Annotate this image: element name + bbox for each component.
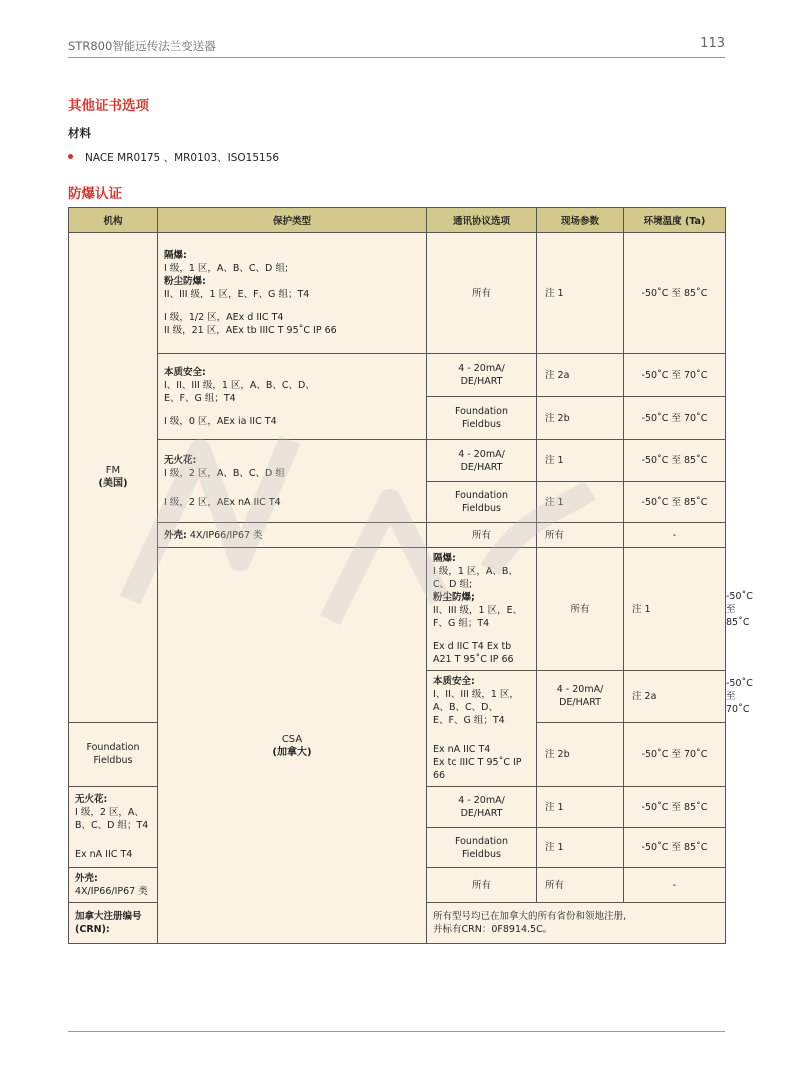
protection-line: I 级，2 区，A、B、C、D 组；T4 bbox=[75, 807, 149, 831]
protection-line: I 级，1/2 区，AEx d IIC T4 bbox=[164, 312, 284, 323]
field-cell: 所有 bbox=[537, 523, 624, 548]
temp-cell: - bbox=[624, 868, 726, 903]
temp-cell: -50˚C 至 70˚C bbox=[624, 354, 726, 397]
protection-heading: 隔爆: bbox=[164, 250, 187, 261]
certification-table bbox=[68, 207, 753, 944]
protection-heading: 隔爆: bbox=[433, 553, 456, 564]
temp-cell: - bbox=[624, 523, 726, 548]
org-name: CSA bbox=[281, 733, 303, 745]
comm-cell bbox=[427, 482, 537, 523]
protection-line: I、II、III 级，1 区，A、B、C、D、 bbox=[164, 379, 315, 391]
temp-cell: -50˚C 至 70˚C bbox=[624, 397, 726, 440]
document-title: STR800智能远传法兰变送器 bbox=[68, 39, 216, 53]
comm-line: Fieldbus bbox=[462, 503, 501, 514]
comm-line: Fieldbus bbox=[93, 755, 133, 767]
crn-line: 所有型号均已在加拿大的所有省份和领地注册, bbox=[433, 911, 627, 922]
table-row: 本质安全: I、II、III 级，1 区，A、B、C、D、 E、F、G 组；T4 Ex nA IIC T4 Ex tc IIIC T 95˚C IP 66 4 - 20mA/ DE/HART 注 2a -50˚C 至 70˚C bbox=[69, 671, 726, 723]
field-cell: 注 2b bbox=[537, 722, 624, 786]
crn-value-cell bbox=[427, 903, 726, 944]
footer-divider bbox=[68, 1031, 725, 1032]
comm-line: Fieldbus bbox=[462, 419, 501, 430]
protection-line: II、III 级，1 区，E、F、G 组；T4 bbox=[164, 289, 310, 300]
enclosure-label: 外壳: bbox=[75, 873, 98, 884]
comm-cell: 所有 bbox=[427, 868, 537, 903]
comm-line: DE/HART bbox=[460, 376, 503, 387]
materials-item-text: NACE MR0175 、MR0103、ISO15156 bbox=[85, 152, 280, 164]
field-cell: 注 1 bbox=[537, 828, 624, 868]
field-cell: 注 1 bbox=[537, 787, 624, 828]
protection-line: I、II、III 级，1 区，A、B、C、D、 bbox=[433, 689, 519, 713]
table-header-row bbox=[69, 208, 726, 233]
comm-line: DE/HART bbox=[460, 461, 503, 473]
enclosure-label: 外壳: bbox=[164, 529, 187, 541]
protection-line: I 级，2 区，A、B、C、D 组 bbox=[164, 467, 285, 479]
comm-cell: 所有 bbox=[427, 233, 537, 354]
temp-cell: -50˚C 至 85˚C bbox=[624, 482, 726, 523]
protection-cell bbox=[158, 233, 427, 354]
protection-line: Ex d IIC T4 Ex tb A21 T 95˚C IP 66 bbox=[433, 641, 514, 665]
protection-line: I 级，2 区，AEx nA IIC T4 bbox=[164, 496, 281, 508]
comm-line: 4 - 20mA/ bbox=[458, 795, 505, 806]
comm-cell bbox=[69, 722, 158, 786]
temp-cell: -50˚C 至 70˚C bbox=[624, 722, 726, 786]
header-field: 现场参数 bbox=[537, 208, 624, 233]
field-cell: 注 1 bbox=[537, 440, 624, 482]
protection-heading: 本质安全: bbox=[164, 366, 206, 378]
crn-line: 并标有CRN：0F8914.5C。 bbox=[433, 924, 553, 935]
comm-cell bbox=[427, 787, 537, 828]
field-cell: 注 1 bbox=[537, 233, 624, 354]
section-other-certificates-title: 其他证书选项 bbox=[68, 98, 149, 114]
protection-heading: 粉尘防爆: bbox=[164, 276, 206, 287]
protection-heading: 本质安全: bbox=[433, 676, 475, 687]
protection-cell bbox=[158, 440, 427, 523]
protection-line: I 级，1 区，A、B、C、D 组; bbox=[433, 566, 518, 590]
field-cell: 所有 bbox=[537, 868, 624, 903]
protection-line: I 级，1 区，A、B、C、D 组; bbox=[164, 263, 289, 274]
protection-line: E、F、G 组；T4 bbox=[433, 715, 505, 726]
table-row bbox=[69, 354, 726, 397]
temp-cell: -50˚C 至 85˚C bbox=[624, 233, 726, 354]
crn-label-cell bbox=[69, 903, 158, 944]
comm-line: Foundation bbox=[86, 742, 140, 754]
crn-label: 加拿大注册编号 (CRN): bbox=[75, 911, 142, 935]
field-cell: 注 2b bbox=[537, 397, 624, 440]
comm-cell bbox=[427, 440, 537, 482]
comm-cell bbox=[537, 671, 624, 723]
table-row bbox=[69, 523, 726, 548]
org-country: (加拿大) bbox=[272, 746, 312, 758]
table-row bbox=[69, 440, 726, 482]
header-temp: 环境温度 (Ta) bbox=[624, 208, 726, 233]
protection-heading: 无火花: bbox=[164, 454, 197, 466]
header-org: 机构 bbox=[69, 208, 158, 233]
page-header bbox=[68, 36, 725, 58]
comm-line: Foundation bbox=[454, 490, 509, 501]
protection-line: Ex tc IIIC T 95˚C IP 66 bbox=[433, 757, 522, 781]
temp-cell: -50˚C 至 85˚C bbox=[624, 828, 726, 868]
comm-line: Fieldbus bbox=[462, 848, 501, 860]
section-explosion-proof-title: 防爆认证 bbox=[68, 186, 122, 202]
org-country: (美国) bbox=[98, 478, 128, 490]
comm-line: Foundation bbox=[454, 835, 509, 847]
temp-cell: -50˚C 至 85˚C bbox=[624, 787, 726, 828]
header-protection: 保护类型 bbox=[158, 208, 427, 233]
protection-heading: 无火花: bbox=[75, 794, 108, 805]
field-cell: 注 2a bbox=[624, 671, 726, 723]
enclosure-value: 4X/IP66/IP67 类 bbox=[75, 886, 148, 897]
protection-line: Ex nA IIC T4 bbox=[75, 849, 133, 860]
comm-cell bbox=[427, 354, 537, 397]
bullet-icon bbox=[68, 154, 73, 159]
comm-line: 4 - 20mA/ bbox=[458, 448, 505, 460]
comm-cell bbox=[427, 397, 537, 440]
comm-cell: 所有 bbox=[427, 523, 537, 548]
comm-line: DE/HART bbox=[460, 808, 503, 819]
protection-line: I 级，0 区，AEx ia IIC T4 bbox=[164, 415, 277, 427]
protection-line: E、F、G 组；T4 bbox=[164, 392, 236, 404]
protection-cell bbox=[158, 523, 427, 548]
protection-cell bbox=[69, 787, 158, 868]
page-number: 113 bbox=[700, 36, 725, 51]
protection-cell bbox=[69, 868, 158, 903]
protection-line: II、III 级，1 区，E、F、G 组；T4 bbox=[433, 605, 523, 629]
comm-line: 4 - 20mA/ bbox=[556, 684, 604, 696]
table-row: CSA (加拿大) 隔爆: I 级，1 区，A、B、C、D 组; 粉尘防爆; II、III 级，1 区，E、F、G 组；T4 Ex d IIC T4 Ex tb A21 T 95˚C IP 66 所有 注 1 -50˚C 至 85˚C bbox=[69, 548, 726, 671]
protection-cell bbox=[427, 671, 537, 787]
protection-cell bbox=[158, 354, 427, 440]
materials-list-item bbox=[68, 150, 279, 165]
field-cell: 注 2a bbox=[537, 354, 624, 397]
org-cell-csa bbox=[158, 548, 427, 944]
comm-line: Foundation bbox=[454, 406, 509, 417]
table-row bbox=[69, 233, 726, 354]
org-cell-fm bbox=[69, 233, 158, 723]
comm-cell bbox=[427, 828, 537, 868]
org-name: FM bbox=[105, 465, 121, 477]
temp-cell: -50˚C 至 85˚C bbox=[624, 440, 726, 482]
protection-line: II 级，21 区，AEx tb IIIC T 95˚C IP 66 bbox=[164, 325, 337, 336]
comm-line: DE/HART bbox=[559, 697, 601, 709]
materials-subtitle: 材料 bbox=[68, 126, 91, 140]
comm-line: 4 - 20mA/ bbox=[458, 363, 505, 374]
protection-line: Ex nA IIC T4 bbox=[433, 744, 491, 755]
comm-cell: 所有 bbox=[537, 548, 624, 671]
protection-heading: 粉尘防爆; bbox=[433, 592, 475, 603]
header-comm: 通讯协议选项 bbox=[427, 208, 537, 233]
field-cell: 注 1 bbox=[537, 482, 624, 523]
enclosure-value: 4X/IP66/IP67 类 bbox=[189, 529, 263, 541]
field-cell: 注 1 bbox=[624, 548, 726, 671]
protection-cell bbox=[427, 548, 537, 671]
